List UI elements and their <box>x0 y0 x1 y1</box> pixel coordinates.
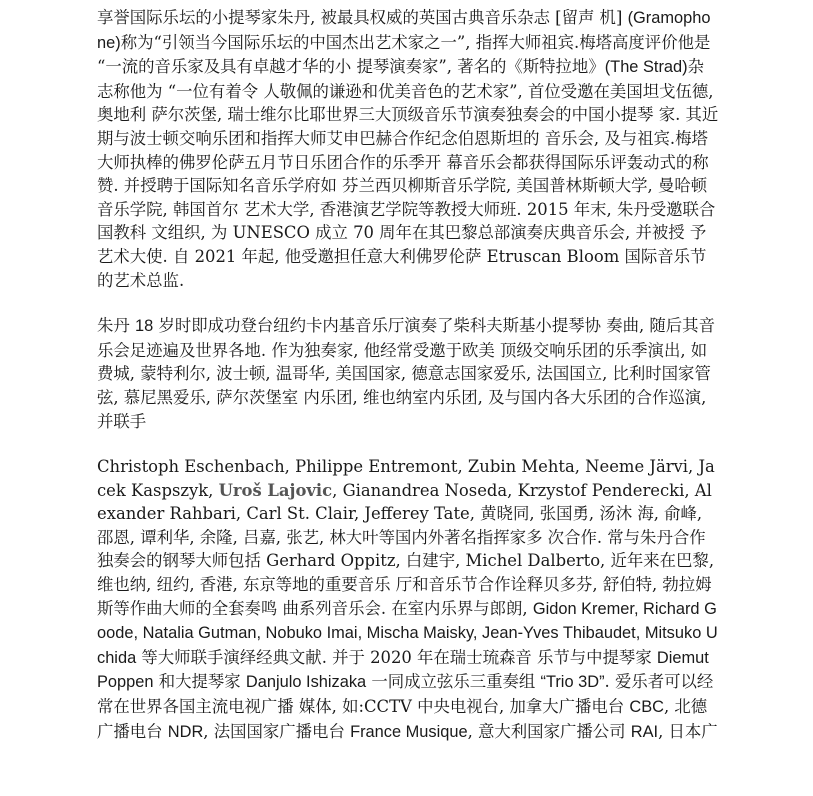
text-segment: 享誉国际乐坛的小提琴家朱丹, 被最具权威的英国古典音乐杂志 [留声 机] <box>97 8 628 27</box>
text-segment: Christoph Eschenbach, Philippe Entremont, Zubin Mehta, Neeme Järvi, Jacek Kaspszyk, <box>97 457 715 500</box>
text-segment: Diemut Poppen <box>97 648 709 692</box>
text-segment: 等大师联手演绎经典文献. 并于 2020 年在瑞士琉森音 乐节与中提琴家 <box>136 647 657 667</box>
paragraph-1 <box>97 6 719 292</box>
text-segment: , 日本广 <box>658 721 718 741</box>
text-segment: , 北德广播电台 <box>97 697 708 741</box>
text-segment: 朱丹 <box>97 316 135 336</box>
text-segment: Uroš Lajovic <box>218 480 333 500</box>
text-segment: (The Strad) <box>604 58 688 77</box>
text-segment: France Musique <box>350 722 468 741</box>
text-segment: 岁时即成功登台纽约卡内基音乐厅演奏了柴科夫斯基小提琴协 奏曲, 随后其音乐会足迹遍及世界各地. 作为独奏家, 他经常受邀于欧美 顶级交响乐团的乐季演出, 如费城, 蒙特利尔, 波士顿, 温哥华, 美国国家, 德意志国家爱乐, 法国国立, 比利时国家管弦, 慕尼黑爱乐, 萨尔茨堡室 内乐团, 维也纳室内乐团, 及与国内各大乐团的合作巡演, 并联手 <box>97 316 715 431</box>
text-segment: 杂志称他为 “一位有着令 人敬佩的谦逊和优美音色的艺术家”, 首位受邀在美国坦戈伍德, 奥地利 萨尔茨堡, 瑞士维尔比耶世界三大顶级音乐节演奏独奏会的中国小提琴 家. 其近期与波士顿交响乐团和指挥大师艾申巴赫合作纪念伯恩斯坦的 音乐会, 及与祖宾.梅塔大师执棒的佛罗伦萨五月节日乐团合作的乐季开 幕音乐会都获得国际乐评轰动式的称赞. 并授聘于国际知名音乐学府如 芬兰西贝柳斯音乐学院, 美国普林斯顿大学, 曼哈顿音乐学院, 韩国首尔 艺术大学, 香港演艺学院等教授大师班. 2015 年末, 朱丹受邀联合国教科 文组织, 为 UNESCO 成立 70 周年在其巴黎总部演奏庆典音乐会, 并被授 予艺术大使. 自 2021 年起, 他受邀担任意大利佛罗伦萨 Etruscan Bloom 国际音乐节的艺术总监. <box>97 57 719 290</box>
text-segment: , 意大利国家广播公司 <box>467 721 631 741</box>
text-segment: 一同成立弦乐三重奏组 <box>366 672 541 692</box>
text-segment: NDR <box>167 722 204 741</box>
text-segment: 18 <box>135 317 154 336</box>
text-segment: , 法国国家广播电台 <box>203 721 351 741</box>
text-segment: Danjulo Ishizaka <box>245 673 367 692</box>
text-segment: (Gramophone) <box>97 9 711 52</box>
text-segment: CBC <box>629 698 664 717</box>
document-body <box>97 6 719 766</box>
text-segment: . 爱乐者可以经常在世界各国主流电视广播 媒体, 如:CCTV 中央电视台, 加拿大广播电台 <box>97 672 714 717</box>
text-segment: Gidon Kremer, Richard Goode, Natalia Gutman, Nobuko Imai, Mischa Maisky, Jean-Yves Thibaudet, Mitsuko Uchida <box>97 599 718 667</box>
text-segment: RAI <box>630 722 659 741</box>
text-segment: “Trio 3D” <box>540 673 605 692</box>
paragraph-3 <box>97 455 719 744</box>
paragraph-2 <box>97 314 719 433</box>
text-segment: 称为“引领当今国际乐坛的中国杰出艺术家之一”, 指挥大师祖宾.梅塔高度评价他是 “一流的音乐家及具有卓越才华的小 提琴演奏家”, 著名的《斯特拉地》 <box>97 32 711 77</box>
text-segment: 和大提琴家 <box>153 672 246 692</box>
text-segment: , Gianandrea Noseda, Krzystof Penderecki, Alexander Rahbari, Carl St. Clair, Jefferey Tate, 黄晓同, 张国勇, 汤沐 海, 俞峰, 邵恩, 谭利华, 余隆, 吕嘉, 张艺, 林大叶等国内外著名指挥家多 次合作. 常与朱丹合作独奏会的钢琴大师包括 Gerhard Oppitz, 白建宇, Michel Dalberto, 近年来在巴黎, 维也纳, 纽约, 香港, 东京等地的重要音乐 厅和音乐节合作诠释贝多芬, 舒伯特, 勃拉姆斯等作曲大师的全套奏鸣 曲系列音乐会. 在室内乐界与郎朗, <box>97 480 715 618</box>
